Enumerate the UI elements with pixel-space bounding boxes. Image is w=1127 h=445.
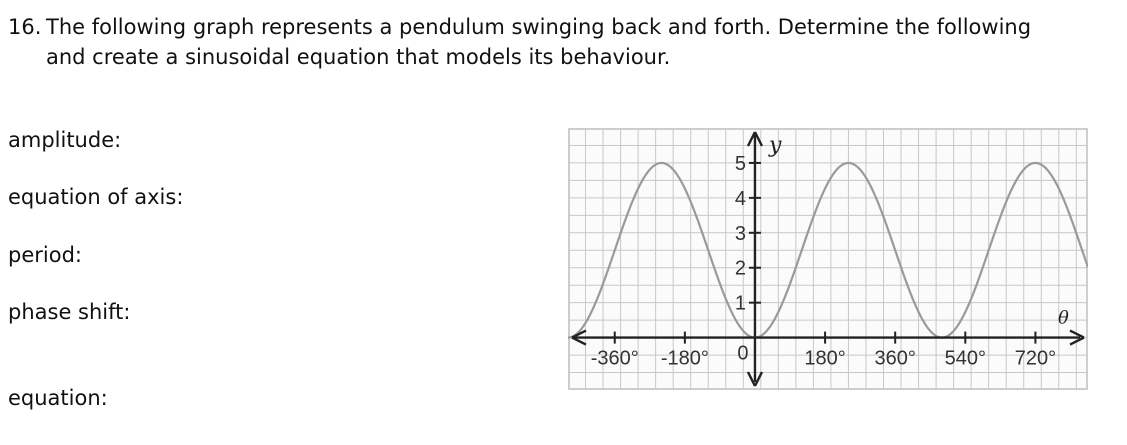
y-tick-label: 4 [734,187,746,210]
question-text [8,12,1108,72]
equation-label: equation: [8,386,108,410]
y-tick-label: 1 [734,292,746,315]
question-line-1-text: The following graph represents a pendulum swinging back and forth. Determine the following [46,15,1032,39]
equation-of-axis-label: equation of axis: [8,185,184,209]
x-tick-label: 360° [874,347,916,370]
y-tick-label: 2 [734,257,746,280]
period-label: period: [8,243,82,267]
x-tick-label: -360° [590,347,639,370]
pendulum-graph-svg [568,128,1088,390]
origin-label: 0 [737,342,749,365]
y-axis-label: y [768,133,782,158]
amplitude-label: amplitude: [8,128,122,152]
y-tick-label: 5 [734,152,746,175]
question-number: 16. [8,15,42,39]
x-tick-label: -180° [660,347,709,370]
x-tick-label: 540° [944,347,986,370]
question-line-2: and create a sinusoidal equation that models its behaviour. [46,45,671,69]
x-tick-label: 180° [804,347,846,370]
pendulum-graph [568,128,1088,390]
x-tick-label: 720° [1014,347,1057,370]
question-line-1 [8,12,1108,42]
phase-shift-label: phase shift: [8,300,131,324]
y-tick-label: 3 [734,222,746,245]
x-axis-label: θ [1058,307,1069,329]
